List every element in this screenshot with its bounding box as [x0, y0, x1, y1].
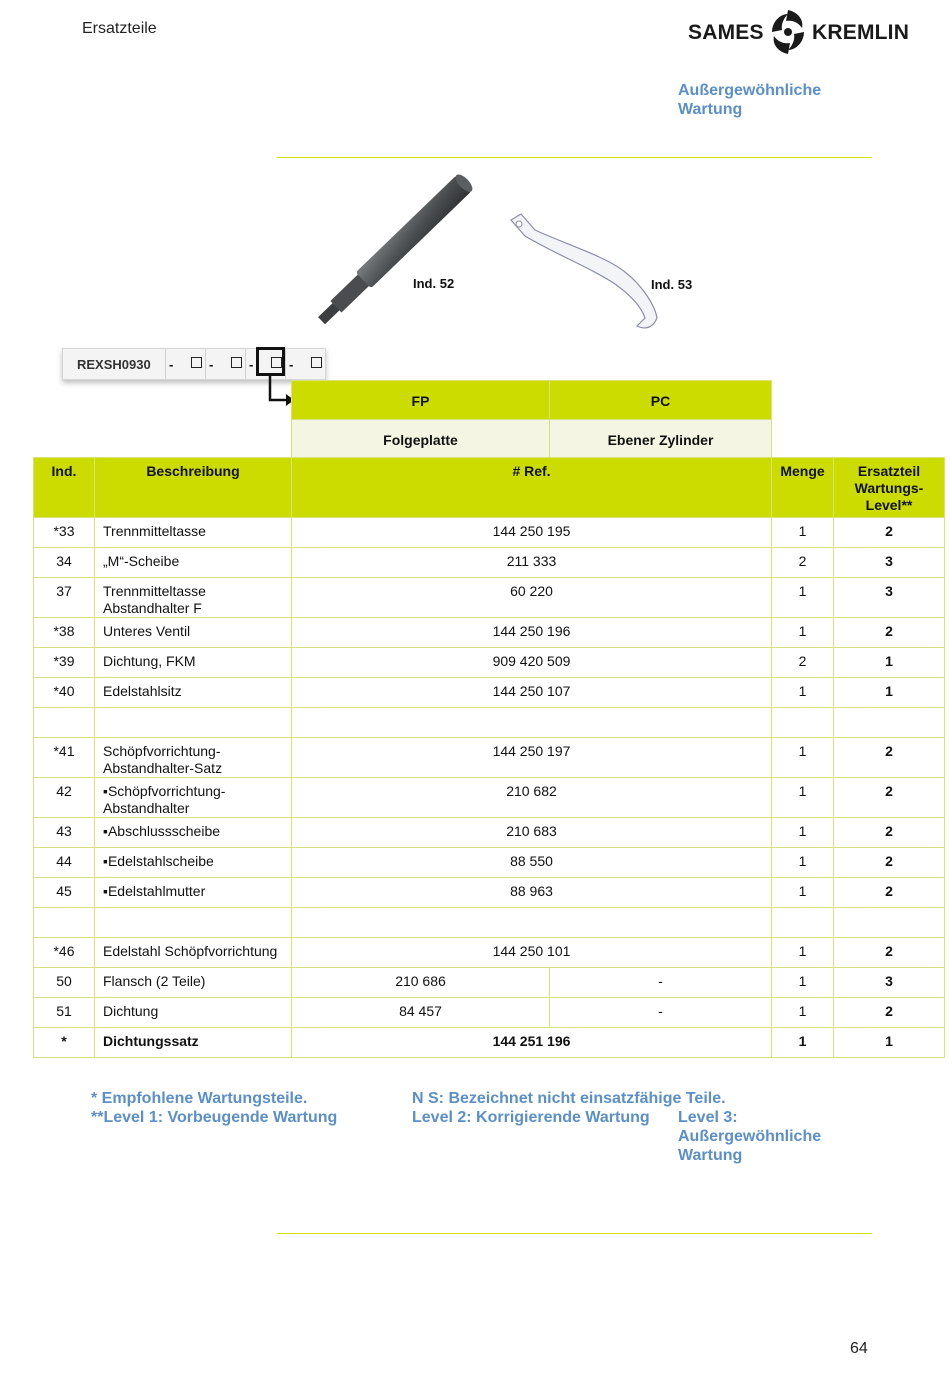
option-header-table [291, 380, 772, 459]
table-row [34, 648, 945, 678]
parts-table [33, 457, 945, 1058]
table-row [34, 738, 945, 778]
row-level [834, 708, 945, 738]
table-header-row [34, 458, 945, 518]
row-ind: 42 [34, 778, 95, 818]
row-qty: 1 [772, 878, 834, 908]
row-ref [292, 908, 772, 938]
row-ind: 45 [34, 878, 95, 908]
row-level: 2 [834, 878, 945, 908]
footnote-level1: **Level 1: Vorbeugende Wartung [91, 1109, 338, 1126]
row-level: 3 [834, 578, 945, 618]
row-qty: 1 [772, 848, 834, 878]
row-ind [34, 708, 95, 738]
row-ref: 144 251 196 [292, 1028, 772, 1058]
configuration-code: REXSH0930 [77, 357, 151, 372]
row-level: 2 [834, 618, 945, 648]
row-desc: ▪Abschlussscheibe [95, 818, 292, 848]
row-level: 1 [834, 648, 945, 678]
logo-text-left: SAMES [688, 21, 764, 44]
row-ind: *40 [34, 678, 95, 708]
row-qty: 1 [772, 968, 834, 998]
row-level: 3 [834, 968, 945, 998]
col-header-level: Ersatzteil Wartungs-Level** [834, 458, 945, 518]
row-ref: 144 250 197 [292, 738, 772, 778]
row-level: 3 [834, 548, 945, 578]
col-header-ref: # Ref. [292, 458, 772, 518]
row-ind: *41 [34, 738, 95, 778]
table-row [34, 778, 945, 818]
row-desc: Dichtungssatz [95, 1028, 292, 1058]
table-row [34, 618, 945, 648]
code-separator: - [169, 357, 174, 372]
row-qty: 1 [772, 518, 834, 548]
row-desc: Trennmitteltasse Abstandhalter F [95, 578, 292, 618]
row-ind: 43 [34, 818, 95, 848]
footnote-level2: Level 2: Korrigierende Wartung [412, 1109, 650, 1126]
page-number: 64 [850, 1340, 868, 1357]
row-level: 1 [834, 678, 945, 708]
row-desc: Trennmitteltasse [95, 518, 292, 548]
row-desc: Dichtung, FKM [95, 648, 292, 678]
row-level: 2 [834, 518, 945, 548]
row-ref: 60 220 [292, 578, 772, 618]
row-qty: 1 [772, 938, 834, 968]
row-ref-fp: 210 686 [292, 968, 550, 998]
code-separator: - [289, 357, 294, 372]
row-ind: 50 [34, 968, 95, 998]
row-ref: 144 250 196 [292, 618, 772, 648]
row-desc: Unteres Ventil [95, 618, 292, 648]
row-ind: 44 [34, 848, 95, 878]
bottom-divider [277, 1233, 872, 1234]
row-ind: *38 [34, 618, 95, 648]
col-header-qty: Menge [772, 458, 834, 518]
kit-row [34, 1028, 945, 1058]
row-ind: *33 [34, 518, 95, 548]
row-ref [292, 708, 772, 738]
row-desc: Dichtung [95, 998, 292, 1028]
row-level [834, 908, 945, 938]
row-ref: 909 420 509 [292, 648, 772, 678]
row-ref: 210 683 [292, 818, 772, 848]
row-desc: ▪Edelstahlscheibe [95, 848, 292, 878]
row-desc: Flansch (2 Teile) [95, 968, 292, 998]
row-qty: 1 [772, 818, 834, 848]
code-separator: - [209, 357, 214, 372]
table-row [34, 708, 945, 738]
table-row [34, 578, 945, 618]
top-divider [277, 157, 872, 158]
row-ref: 211 333 [292, 548, 772, 578]
row-ind: 37 [34, 578, 95, 618]
table-row [34, 678, 945, 708]
hook-wrench-illustration [505, 210, 665, 335]
code-separator: - [249, 357, 254, 372]
table-row [34, 848, 945, 878]
row-desc [95, 908, 292, 938]
highlighted-option-box [256, 347, 285, 376]
row-ind: 51 [34, 998, 95, 1028]
row-desc: Edelstahl Schöpfvorrichtung [95, 938, 292, 968]
option-code-fp: FP [292, 381, 550, 420]
option-name-pc: Ebener Zylinder [550, 420, 772, 459]
row-qty: 1 [772, 578, 834, 618]
row-desc [95, 708, 292, 738]
row-ref: 144 250 195 [292, 518, 772, 548]
table-row [34, 998, 945, 1028]
row-level: 2 [834, 848, 945, 878]
row-ind: * [34, 1028, 95, 1058]
row-ref-pc: - [550, 968, 772, 998]
rod-illustration [285, 170, 510, 335]
table-row [34, 548, 945, 578]
row-qty: 1 [772, 998, 834, 1028]
row-desc: ▪Edelstahlmutter [95, 878, 292, 908]
option-code-pc: PC [550, 381, 772, 420]
footnote-level3: Level 3: Außergewöhnliche Wartung [678, 1109, 822, 1164]
row-ind [34, 908, 95, 938]
row-ref-fp: 84 457 [292, 998, 550, 1028]
row-desc: Schöpfvorrichtung-Abstandhalter-Satz [95, 738, 292, 778]
row-level: 1 [834, 1028, 945, 1058]
row-level: 2 [834, 998, 945, 1028]
row-ref: 88 550 [292, 848, 772, 878]
row-desc: „M“-Scheibe [95, 548, 292, 578]
row-qty: 1 [772, 678, 834, 708]
logo-swirl-icon [768, 8, 808, 56]
rod-index-label: Ind. 52 [413, 276, 455, 291]
row-qty [772, 908, 834, 938]
option-box-1 [191, 357, 202, 368]
option-name-fp: Folgeplatte [292, 420, 550, 459]
table-row [34, 518, 945, 548]
row-ref: 144 250 107 [292, 678, 772, 708]
row-qty [772, 708, 834, 738]
option-box-4 [311, 357, 322, 368]
row-ind: *39 [34, 648, 95, 678]
table-row [34, 968, 945, 998]
col-header-ind: Ind. [34, 458, 95, 518]
table-row [34, 878, 945, 908]
row-ind: *46 [34, 938, 95, 968]
table-row [34, 938, 945, 968]
row-level: 2 [834, 738, 945, 778]
footnote-recommended: * Empfohlene Wartungsteile. [91, 1090, 308, 1107]
table-row [34, 818, 945, 848]
row-ind: 34 [34, 548, 95, 578]
row-level: 2 [834, 938, 945, 968]
sames-kremlin-logo [688, 8, 910, 56]
row-level: 2 [834, 818, 945, 848]
row-qty: 2 [772, 548, 834, 578]
table-row [34, 908, 945, 938]
row-ref-pc: - [550, 998, 772, 1028]
row-qty: 1 [772, 738, 834, 778]
header-title: Ersatzteile [82, 20, 157, 37]
row-qty: 1 [772, 778, 834, 818]
col-header-desc: Beschreibung [95, 458, 292, 518]
row-qty: 1 [772, 1028, 834, 1058]
footnote-ns: N S: Bezeichnet nicht einsatzfähige Teile. [412, 1090, 726, 1107]
row-desc: ▪Schöpfvorrichtung-Abstandhalter [95, 778, 292, 818]
row-ref: 210 682 [292, 778, 772, 818]
row-qty: 1 [772, 618, 834, 648]
row-level: 2 [834, 778, 945, 818]
header-subtitle: Außergewöhnliche Wartung [678, 82, 822, 118]
option-box-2 [231, 357, 242, 368]
wrench-index-label: Ind. 53 [651, 277, 693, 292]
row-desc: Edelstahlsitz [95, 678, 292, 708]
row-ref: 144 250 101 [292, 938, 772, 968]
logo-text-right: KREMLIN [812, 21, 910, 44]
row-qty: 2 [772, 648, 834, 678]
row-ref: 88 963 [292, 878, 772, 908]
